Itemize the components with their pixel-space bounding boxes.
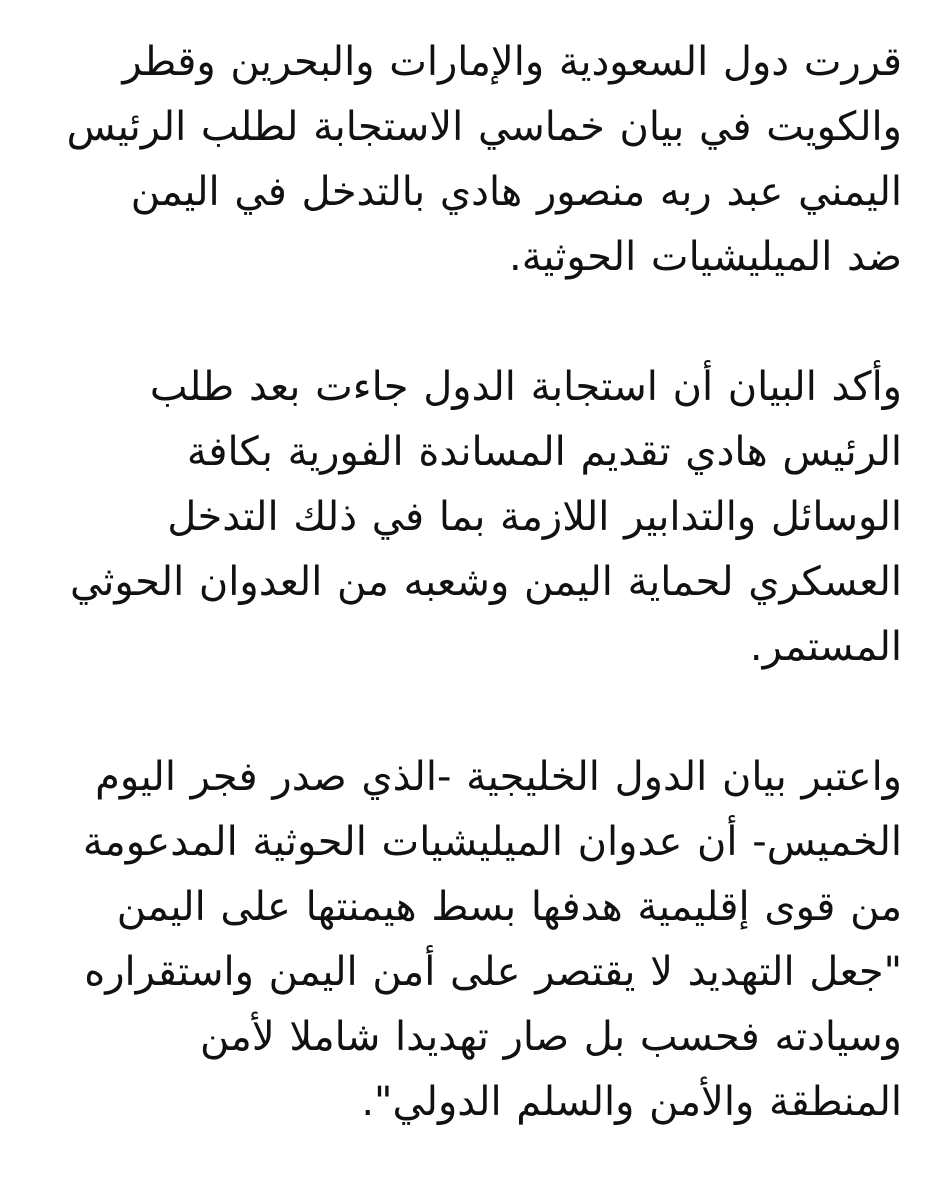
text-line: والكويت في بيان خماسي الاستجابة لطلب الرئيس	[66, 104, 902, 150]
text-line: الرئيس هادي تقديم المساندة الفورية بكافة	[186, 429, 902, 475]
text-line: الخميس- أن عدوان الميليشيات الحوثية المدعومة	[82, 819, 902, 865]
text-line: قررت دول السعودية والإمارات والبحرين وقطر	[122, 39, 902, 85]
text-line: وأكد البيان أن استجابة الدول جاءت بعد طلب	[149, 364, 902, 410]
text-line: من قوى إقليمية هدفها بسط هيمنتها على اليمن	[116, 884, 902, 930]
text-line: الوسائل والتدابير اللازمة بما في ذلك التدخل	[167, 494, 902, 540]
paragraph-2	[36, 355, 902, 680]
paragraph-1	[36, 30, 902, 290]
text-line: ضد الميليشيات الحوثية.	[509, 234, 902, 280]
text-line: العسكري لحماية اليمن وشعبه من العدوان الحوثي	[69, 559, 902, 605]
text-line: وسيادته فحسب بل صار تهديدا شاملا لأمن	[199, 1014, 902, 1060]
text-line: المستمر.	[749, 624, 902, 670]
text-line: المنطقة والأمن والسلم الدولي".	[361, 1079, 902, 1125]
text-line: "جعل التهديد لا يقتصر على أمن اليمن واستقراره	[84, 949, 902, 995]
paragraph-3	[36, 745, 902, 1135]
text-line: اليمني عبد ربه منصور هادي بالتدخل في اليمن	[130, 169, 902, 215]
text-line: واعتبر بيان الدول الخليجية -الذي صدر فجر اليوم	[95, 754, 902, 800]
